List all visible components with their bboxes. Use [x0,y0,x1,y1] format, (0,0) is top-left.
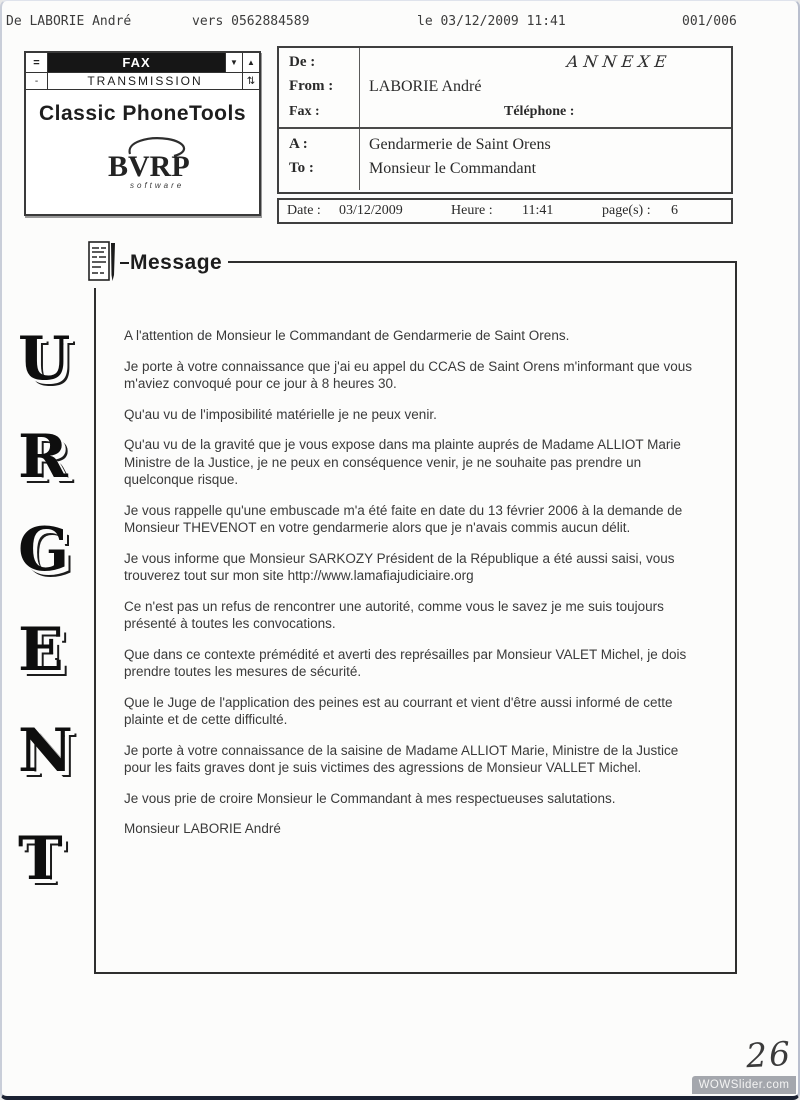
message-paragraph: Ce n'est pas un refus de rencontrer une autorité, comme vous le savez je me suis toujours présenté à toutes les convocations. [124,598,664,631]
table-vertical-divider [359,129,360,190]
fax-sender: De LABORIE André [6,14,132,29]
bvrp-logo [26,132,259,199]
message-paragraph: Qu'au vu de la gravité que je vous expose dans ma plainte auprés de Madame ALLIOT Marie Ministre de la Justice, je ne peux en conséquence venir, je ne souhaite pas prendre un quelconque risque. [124,437,681,487]
date-value: 03/12/2009 [339,203,403,218]
fax-page-counter: 001/006 [682,14,737,29]
fax-window-subtitle: TRANSMISSION [87,74,203,88]
minimize-icon: ▼ [225,53,242,72]
handwritten-page-number: 26 [745,1033,793,1076]
urgent-letter: N [18,716,73,786]
urgent-letter: E [18,615,64,685]
message-body [96,263,735,838]
message-label-dash [120,262,129,264]
to-value: Monsieur le Commandant [369,160,537,177]
urgent-letter: T [18,824,63,894]
heure-value: 11:41 [522,203,554,218]
fax-window-subtitlebar [26,73,259,90]
fax-destination-number: vers 0562884589 [192,14,310,29]
app-name: Classic PhoneTools [39,102,246,125]
message-paragraph: A l'attention de Monsieur le Commandant de Gendarmerie de Saint Orens. [124,328,570,343]
urgent-letter: U [18,324,71,394]
urgent-letter: R [18,422,68,492]
message-paragraph: Qu'au vu de l'imposibilité matérielle je ne peux venir. [124,406,437,422]
fax-cover-recipient-table [277,46,733,194]
telephone-label: Téléphone : [504,104,575,119]
date-bar [277,198,733,224]
date-label: Date : [287,203,321,218]
pages-label: page(s) : [602,203,651,218]
bvrp-logo-text: BVRP [107,150,190,183]
heure-label: Heure : [451,203,493,218]
from-label: From : [289,78,334,94]
fax-transmission-header [2,14,798,30]
urgent-vertical-stamp [16,301,94,941]
sender-section [279,48,731,129]
watermark: WOWSlider.com [692,1076,796,1094]
de-label: De : [289,54,316,70]
message-paragraph: Je vous prie de croire Monsieur le Commandant à mes respectueuses salutations. [124,790,616,806]
to-label: To : [289,160,314,176]
fax-datetime: le 03/12/2009 11:41 [417,14,566,29]
urgent-letter: G [18,515,70,585]
window-menu2-icon: - [26,73,48,89]
table-vertical-divider [359,48,360,127]
fax-window-titlebar [26,53,259,73]
message-label-text: Message [130,251,223,274]
annexe-handwritten-note: ANNEXE [566,52,673,71]
message-paragraph: Je porte à votre connaissance de la saisine de Madame ALLIOT Marie, Ministre de la Justice pour les faits graves dont je suis victimes des agressions de Monsieur VALLET Michel. [124,742,679,775]
fax-window-body [26,102,259,226]
message-paragraph: Je vous informe que Monsieur SARKOZY Président de la République a été aussi saisi, vous trouverez tout sur mon site http://www.lamafiajudiciaire.org [124,550,675,583]
message-paragraph: Monsieur LABORIE André [124,821,281,836]
fax-window-title: FAX [48,53,225,72]
message-paragraph: Que le Juge de l'application des peines est au courrant et vient d'être aussi informé de cette plainte et de cette difficulté. [124,694,673,727]
fax-label: Fax : [289,104,320,119]
note-pen-icon [87,239,117,287]
pages-value: 6 [671,203,678,218]
from-value: LABORIE André [369,78,482,95]
message-paragraph: Je vous rappelle qu'une embuscade m'a été faite en date du 13 février 2006 à la demande de Monsieur THEVENOT en votre gendarmerie alors que je n'avais commis aucun délit. [124,502,683,535]
maximize-icon: ▲ [242,53,259,72]
message-section-label [87,238,228,288]
message-paragraph: Que dans ce contexte prémédité et averti des représailles par Monsieur VALET Michel, je dois prendre toutes les mesures de sécurité. [124,646,687,679]
message-box [94,251,737,974]
recipient-section [279,129,731,190]
a-label: A : [289,136,308,152]
message-paragraph: Je porte à votre connaissance que j'ai eu appel du CCAS de Saint Orens m'informant que vous m'aviez convoqué pour ce jour à 8 heures 30. [124,358,692,391]
a-value: Gendarmerie de Saint Orens [369,136,551,153]
spinner-icon: ⇅ [242,73,259,89]
bvrp-logo-subtext: software [129,181,184,190]
window-menu-icon: = [26,53,48,72]
fax-app-window [24,51,261,216]
